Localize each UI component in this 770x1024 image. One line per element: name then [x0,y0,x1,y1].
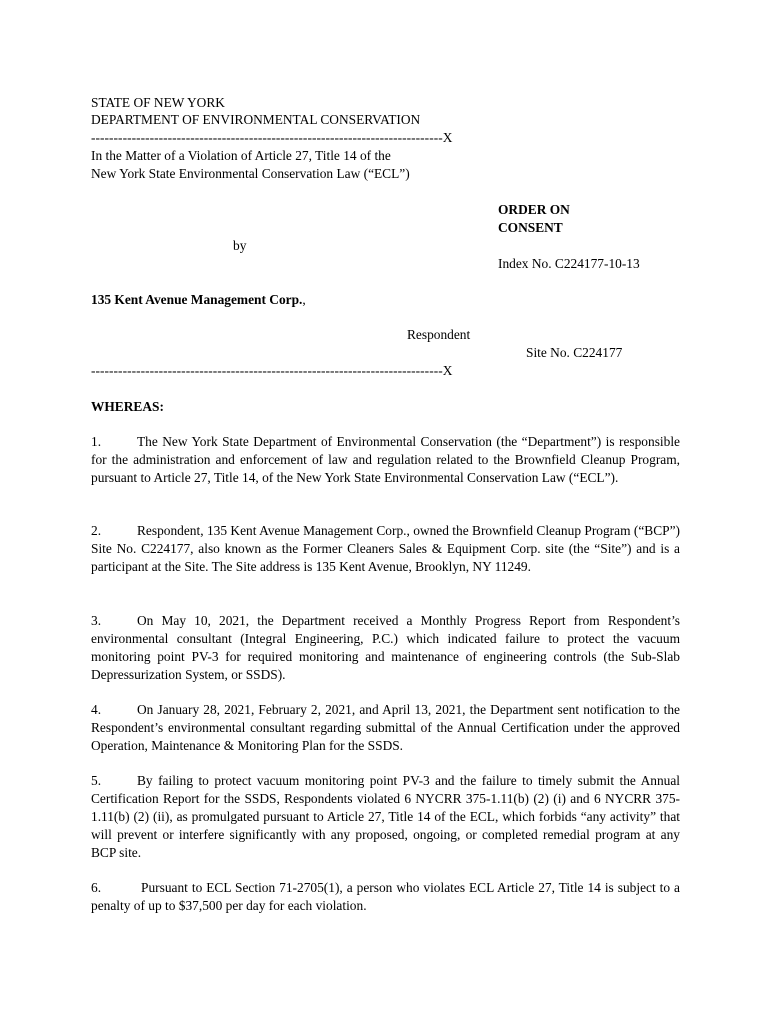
paragraph-2 [91,522,680,576]
paragraph-6 [91,879,680,915]
respondent-label: Respondent [407,327,471,342]
paragraph-5 [91,772,680,862]
respondent-name-line [91,291,306,309]
matter-line-1: In the Matter of a Violation of Article 27, Title 14 of the [91,148,391,163]
order-title-line-2: CONSENT [498,220,563,235]
paragraph-text: Pursuant to ECL Section 71-2705(1), a person who violates ECL Article 27, Title 14 is subject to a penalty of up to $37,500 per day for each violation. [91,880,680,913]
department-heading: DEPARTMENT OF ENVIRONMENTAL CONSERVATION [91,112,421,127]
paragraph-number: 3. [91,613,102,628]
caption-separator-bottom: ------------------------------------------------------------------------------X [91,363,453,378]
whereas-heading: WHEREAS: [91,399,164,414]
site-number: Site No. C224177 [526,345,623,360]
order-title-line-1: ORDER ON [498,202,570,217]
paragraph-3 [91,612,680,684]
index-number: Index No. C224177-10-13 [498,256,640,271]
paragraph-text: The New York State Department of Environmental Conservation (the “Department”) is responsible for the administration and enforcement of law and regulation related to the Brownfield Cleanup Program, pursuant to Article 27, Title 14, of the New York State Environmental Conservation Law (“ECL”). [91,434,680,485]
state-heading: STATE OF NEW YORK [91,95,225,110]
paragraph-4 [91,701,680,755]
paragraph-number: 2. [91,523,102,538]
paragraph-text: Respondent, 135 Kent Avenue Management Corp., owned the Brownfield Cleanup Program (“BCP”) Site No. C224177, also known as the Former Cleaners Sales & Equipment Corp. site (the “Site”) and is a participant at the Site. The Site address is 135 Kent Avenue, Brooklyn, NY 11249. [91,523,680,574]
paragraph-number: 4. [91,702,102,717]
by-label: by [233,238,247,253]
respondent-name-suffix: , [302,292,306,307]
paragraph-text: On May 10, 2021, the Department received a Monthly Progress Report from Respondent’s environmental consultant (Integral Engineering, P.C.) which indicated failure to protect the vacuum monitoring point PV-3 for required monitoring and maintenance of engineering controls (the Sub-Slab Depressurization System, or SSDS). [91,613,680,682]
paragraph-number: 5. [91,773,102,788]
paragraph-number: 6. [91,880,102,895]
paragraph-number: 1. [91,434,102,449]
caption-separator-top: ------------------------------------------------------------------------------X [91,130,453,145]
respondent-name: 135 Kent Avenue Management Corp. [91,292,303,307]
paragraph-text: On January 28, 2021, February 2, 2021, and April 13, 2021, the Department sent notification to the Respondent’s environmental consultant regarding submittal of the Annual Certification under the approved Operation, Maintenance & Monitoring Plan for the SSDS. [91,702,680,753]
paragraph-1 [91,433,680,487]
matter-line-2: New York State Environmental Conservation Law (“ECL”) [91,166,410,181]
paragraph-text: By failing to protect vacuum monitoring point PV-3 and the failure to timely submit the Annual Certification Report for the SSDS, Respondents violated 6 NYCRR 375-1.11(b) (2) (i) and 6 NYCRR 375-1.11(b) (2) (ii), as promulgated pursuant to Article 27, Title 14 of the ECL, which forbids “any activity” that will prevent or interfere significantly with any proposed, ongoing, or completed remedial program at any BCP site. [91,773,680,860]
